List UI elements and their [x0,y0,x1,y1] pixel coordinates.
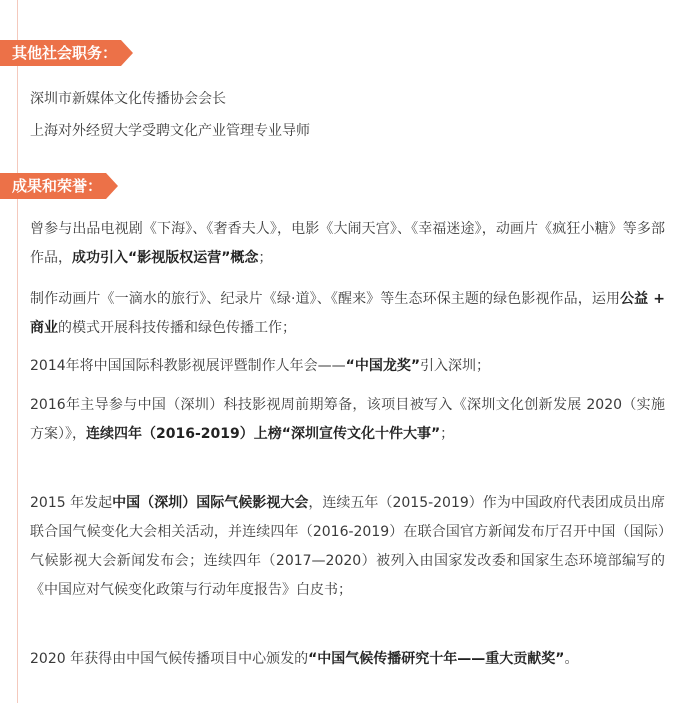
honor-highlight: 连续四年（2016-2019）上榜“深圳宣传文化十件大事” [86,426,441,442]
honor-text: ； [440,426,455,442]
role-item: 深圳市新媒体文化传播协会会长 [30,91,226,107]
honor-text: 的模式开展科技传播和绿色传播工作； [58,320,296,336]
timeline-rail [17,0,18,703]
honor-item [30,352,665,381]
honor-item [30,215,665,273]
honor-text: 制作动画片《一滴水的旅行》、纪录片《绿·道》、《醒来》等生态环保主题的绿色影视作品，运用 [30,291,621,307]
honor-highlight: 成功引入“影视版权运营”概念 [72,250,259,266]
honor-highlight: “中国龙奖” [345,358,421,374]
honor-highlight: 中国（深圳）国际气候影视大会 [112,495,309,511]
honor-item [30,285,665,343]
tag-arrow-icon [106,173,118,199]
honor-item [30,489,665,605]
honor-text: ； [258,250,273,266]
honor-text: 2014年将中国国际科教影视展评暨制作人年会—— [30,358,346,374]
section-heading: 成果和荣誉： [0,173,106,199]
honor-text: 曾参与出品电视剧《下海》、《奢香夫人》，电影《大闹天宫》、《幸福迷途》，动画片《疯狂小糖》等多部作品， [30,221,665,266]
section-heading: 其他社会职务： [0,40,121,66]
section-tag-honors [0,173,160,199]
honor-item [30,645,665,674]
honor-text: 2020 年获得由中国气候传播项目中心颁发的 [30,651,309,667]
honor-text: 引入深圳； [420,358,491,374]
honor-item [30,391,665,449]
honor-text: ，连续五年（2015-2019）作为中国政府代表团成员出席联合国气候变化大会相关活动，并连续四年（2016-2019）在联合国官方新闻发布厅召开中国（国际）气候影视大会新闻发布会；连续四年（2017—2020）被列入由国家发改委和国家生态环境部编写的《中国应对气候变化政策与行动年度报告》白皮书； [30,495,665,598]
role-item: 上海对外经贸大学受聘文化产业管理专业导师 [30,123,310,139]
honor-highlight: 公益 + 商业 [30,291,665,336]
honor-text: 。 [564,651,579,667]
honor-text: 2015 年发起 [30,495,113,511]
section-tag-roles [0,40,160,66]
honor-text: 2016年主导参与中国（深圳）科技影视周前期筹备，该项目被写入《深圳文化创新发展 2020（实施方案）》， [30,397,665,442]
tag-arrow-icon [121,40,133,66]
honor-highlight: “中国气候传播研究十年——重大贡献奖” [308,651,565,667]
